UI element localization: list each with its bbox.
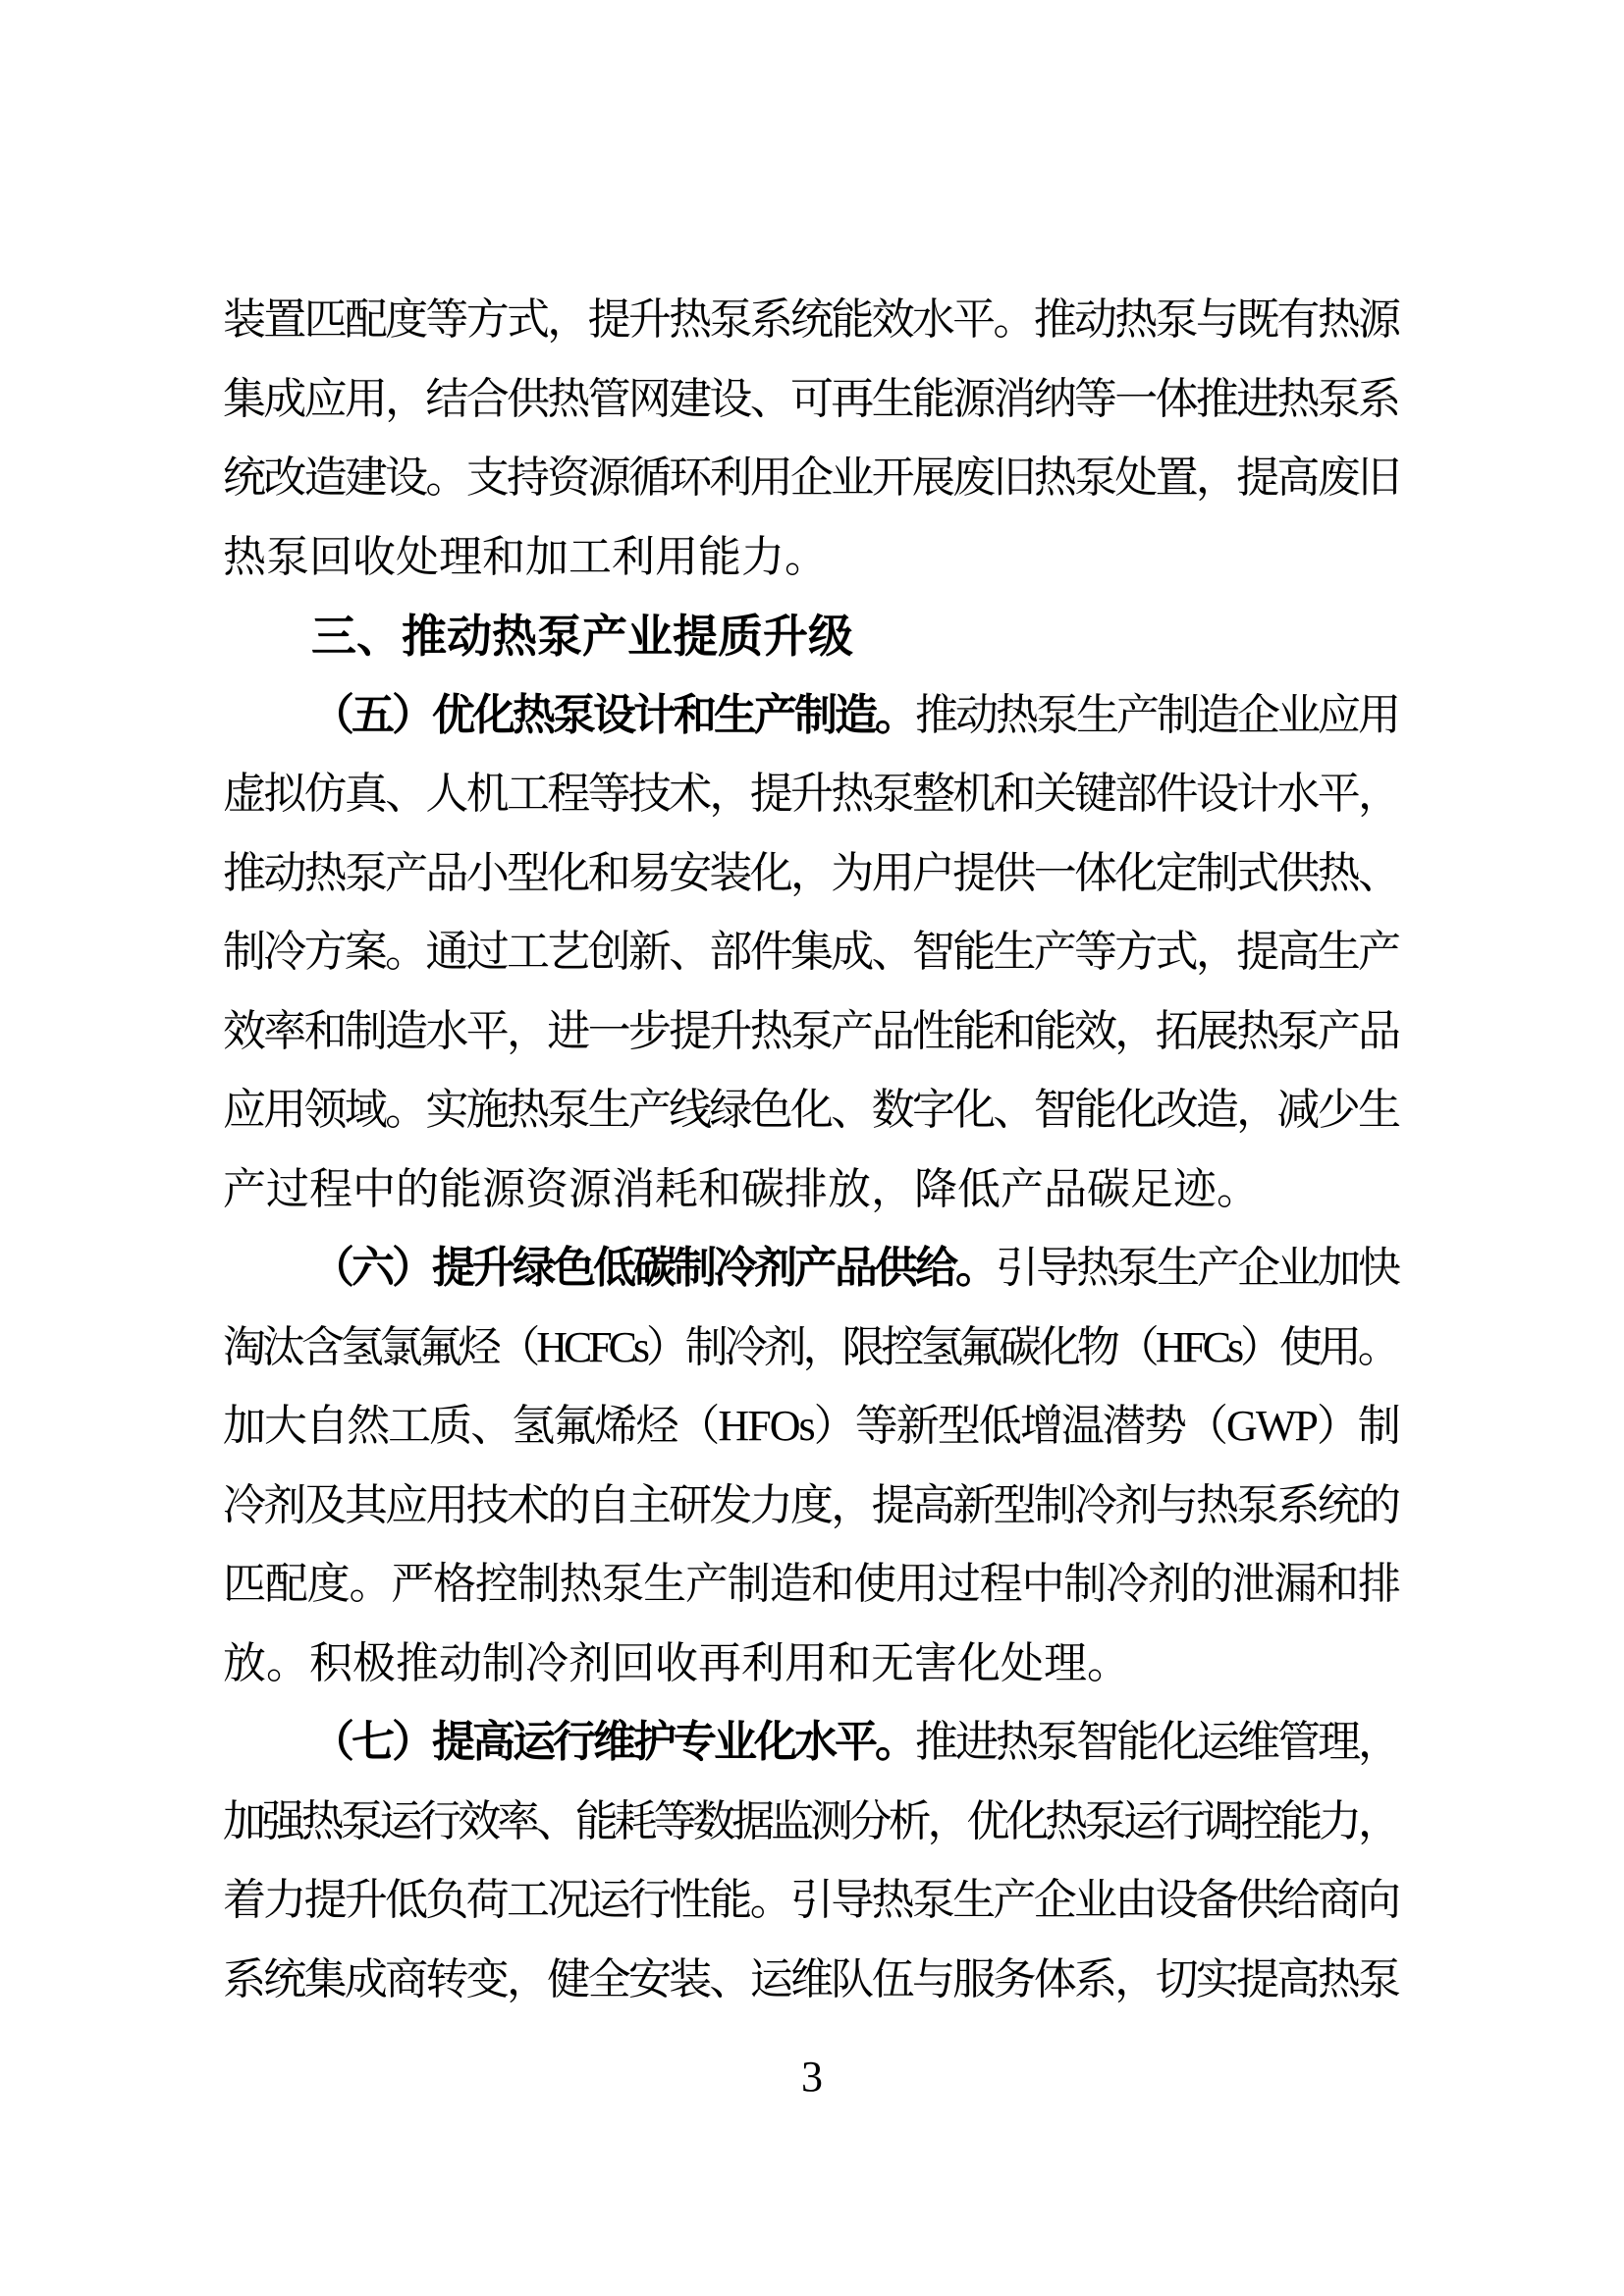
text-line xyxy=(223,1783,1401,1862)
bold-lead-text: （六）提升绿色低碳制冷剂产品供给。 xyxy=(311,1244,996,1292)
text-line xyxy=(223,755,1401,834)
text-line xyxy=(223,281,1401,360)
body-text: 引导热泵生产企业加快 xyxy=(996,1244,1398,1292)
text-line xyxy=(223,913,1401,992)
body-text: 虚拟仿真、人机工程等技术，提升热泵整机和关键部件设计水平， xyxy=(223,770,1399,818)
text-line xyxy=(223,439,1401,518)
text-line xyxy=(223,360,1401,440)
text-line xyxy=(223,518,1401,598)
text-line xyxy=(223,1229,1401,1308)
body-text: 推动热泵生产制造企业应用 xyxy=(915,690,1398,739)
body-text: 效率和制造水平，进一步提升热泵产品性能和能效，拓展热泵产品 xyxy=(223,1006,1399,1055)
body-text: 制冷方案。通过工艺创新、部件集成、智能生产等方式，提高生产 xyxy=(223,928,1399,976)
body-text: 加大自然工质、氢氟烯烃（HFOs）等新型低增温潜势（GWP）制 xyxy=(223,1402,1399,1450)
body-text: 统改造建设。支持资源循环利用企业开展废旧热泵处置，提高废旧 xyxy=(223,454,1399,502)
text-line xyxy=(223,1941,1401,2020)
body-text: 推进热泵智能化运维管理， xyxy=(915,1718,1398,1766)
text-line xyxy=(223,676,1401,756)
body-text: 系统集成商转变，健全安装、运维队伍与服务体系，切实提高热泵 xyxy=(223,1954,1399,2003)
body-text: 应用领域。实施热泵生产线绿色化、数字化、智能化改造，减少生 xyxy=(223,1086,1399,1134)
text-line xyxy=(223,1545,1401,1625)
body-text: 冷剂及其应用技术的自主研发力度，提高新型制冷剂与热泵系统的 xyxy=(223,1480,1399,1529)
body-text: 产过程中的能源资源消耗和碳排放，降低产品碳足迹。 xyxy=(223,1164,1260,1213)
text-line xyxy=(223,1387,1401,1467)
body-text: 推动热泵产品小型化和易安装化，为用户提供一体化定制式供热、 xyxy=(223,848,1399,897)
bold-lead-text: 三、推动热泵产业提质升级 xyxy=(311,611,853,662)
body-text: 装置匹配度等方式，提升热泵系统能效水平。推动热泵与既有热源 xyxy=(223,295,1399,344)
body-text: 匹配度。严格控制热泵生产制造和使用过程中制冷剂的泄漏和排 xyxy=(223,1560,1400,1608)
text-line xyxy=(223,1150,1401,1230)
text-line xyxy=(223,1625,1401,1704)
body-text: 集成应用，结合供热管网建设、可再生能源消纳等一体推进热泵系 xyxy=(223,374,1399,423)
bold-lead-text: （七）提高运行维护专业化水平。 xyxy=(311,1718,915,1766)
document-body xyxy=(223,281,1401,2019)
body-text: 热泵回收处理和加工利用能力。 xyxy=(223,532,828,581)
text-line xyxy=(223,1071,1401,1150)
body-text: 着力提升低负荷工况运行性能。引导热泵生产企业由设备供给商向 xyxy=(223,1876,1399,1924)
text-line xyxy=(223,834,1401,914)
text-line xyxy=(223,1308,1401,1388)
text-line xyxy=(223,992,1401,1072)
body-text: 放。积极推动制冷剂回收再利用和无害化处理。 xyxy=(223,1638,1130,1687)
body-text: 加强热泵运行效率、能耗等数据监测分析，优化热泵运行调控能力， xyxy=(223,1796,1397,1845)
text-line xyxy=(223,1703,1401,1783)
text-line xyxy=(223,1861,1401,1941)
bold-lead-text: （五）优化热泵设计和生产制造。 xyxy=(311,690,915,739)
text-line xyxy=(223,1467,1401,1546)
page-number: 3 xyxy=(801,2053,823,2101)
section-heading xyxy=(223,597,1401,676)
body-text: 淘汰含氢氯氟烃（HCFCs）制冷剂，限控氢氟碳化物（HFCs）使用。 xyxy=(223,1322,1397,1371)
